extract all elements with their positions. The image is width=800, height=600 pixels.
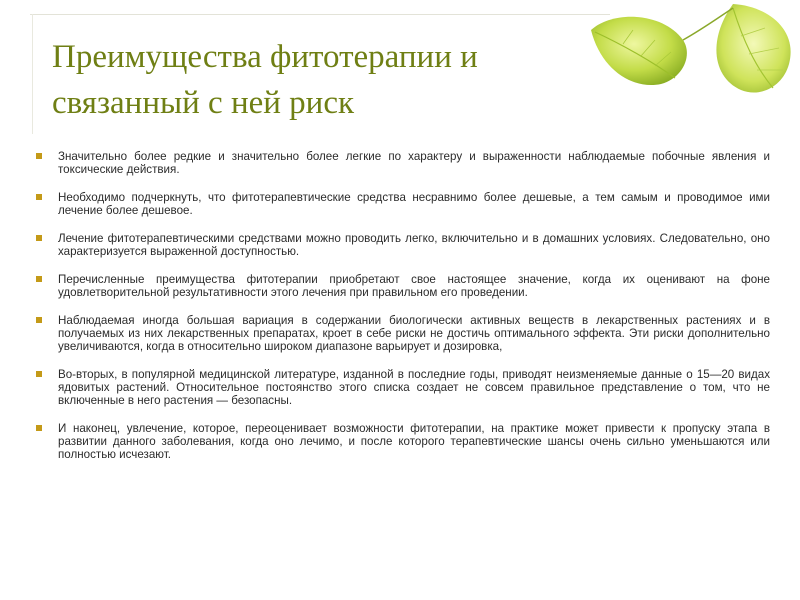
square-bullet-icon bbox=[36, 153, 42, 159]
bullet-text: Во-вторых, в популярной медицинской литературе, изданной в последние годы, приводят неизменяемые данные о 15—20 видах ядовитых растений. Относительное постоянство этого списка создает не совсем правильное представление о том, что не включенные в него растения — безопасны. bbox=[58, 368, 770, 407]
bullet-list bbox=[36, 150, 770, 476]
bullet-item-6 bbox=[36, 368, 770, 407]
bullet-text: Перечисленные преимущества фитотерапии приобретают свое настоящее значение, когда их оценивают на фоне удовлетворительной результативности этого лечения при правильном его проведении. bbox=[58, 273, 770, 299]
bullet-item-3 bbox=[36, 232, 770, 258]
bullet-item-5 bbox=[36, 314, 770, 353]
green-leaves-icon bbox=[583, 0, 800, 110]
bullet-item-4 bbox=[36, 273, 770, 299]
title-line-1: Преимущества фитотерапии и bbox=[52, 39, 478, 75]
bullet-text: Необходимо подчеркнуть, что фитотерапевтические средства несравнимо более дешевые, а тем самым и проводимое ими лечение более дешевое. bbox=[58, 191, 770, 217]
bullet-text: Значительно более редкие и значительно более легкие по характеру и выраженности наблюдаемые побочные явления и токсические действия. bbox=[58, 150, 770, 176]
bullet-text: Наблюдаемая иногда большая вариация в содержании биологически активных веществ в лекарственных растениях и в получаемых из них лекарственных препаратах, кроет в себе риски не достичь оптимального эффекта. Эти риски дополнительно увеличиваются, когда в относительно широком диапазоне варьирует и дозировка, bbox=[58, 314, 770, 353]
bullet-item-2 bbox=[36, 191, 770, 217]
square-bullet-icon bbox=[36, 425, 42, 431]
title-line-2: связанный с ней риск bbox=[52, 85, 355, 121]
bullet-text: Лечение фитотерапевтическими средствами можно проводить легко, включительно и в домашних условиях. Следовательно, оно характеризуется выраженной доступностью. bbox=[58, 232, 770, 258]
frame-left-line bbox=[32, 14, 33, 134]
bullet-item-7 bbox=[36, 422, 770, 461]
square-bullet-icon bbox=[36, 235, 42, 241]
square-bullet-icon bbox=[36, 194, 42, 200]
square-bullet-icon bbox=[36, 276, 42, 282]
frame-top-line bbox=[30, 14, 610, 15]
square-bullet-icon bbox=[36, 317, 42, 323]
slide-title bbox=[52, 34, 612, 126]
bullet-text: И наконец, увлечение, которое, переоценивает возможности фитотерапии, на практике может привести к пропуску этапа в развитии данного заболевания, когда оно лечимо, и после которого терапевтические шансы очень сильно уменьшаются или полностью исчезают. bbox=[58, 422, 770, 461]
square-bullet-icon bbox=[36, 371, 42, 377]
bullet-item-1 bbox=[36, 150, 770, 176]
